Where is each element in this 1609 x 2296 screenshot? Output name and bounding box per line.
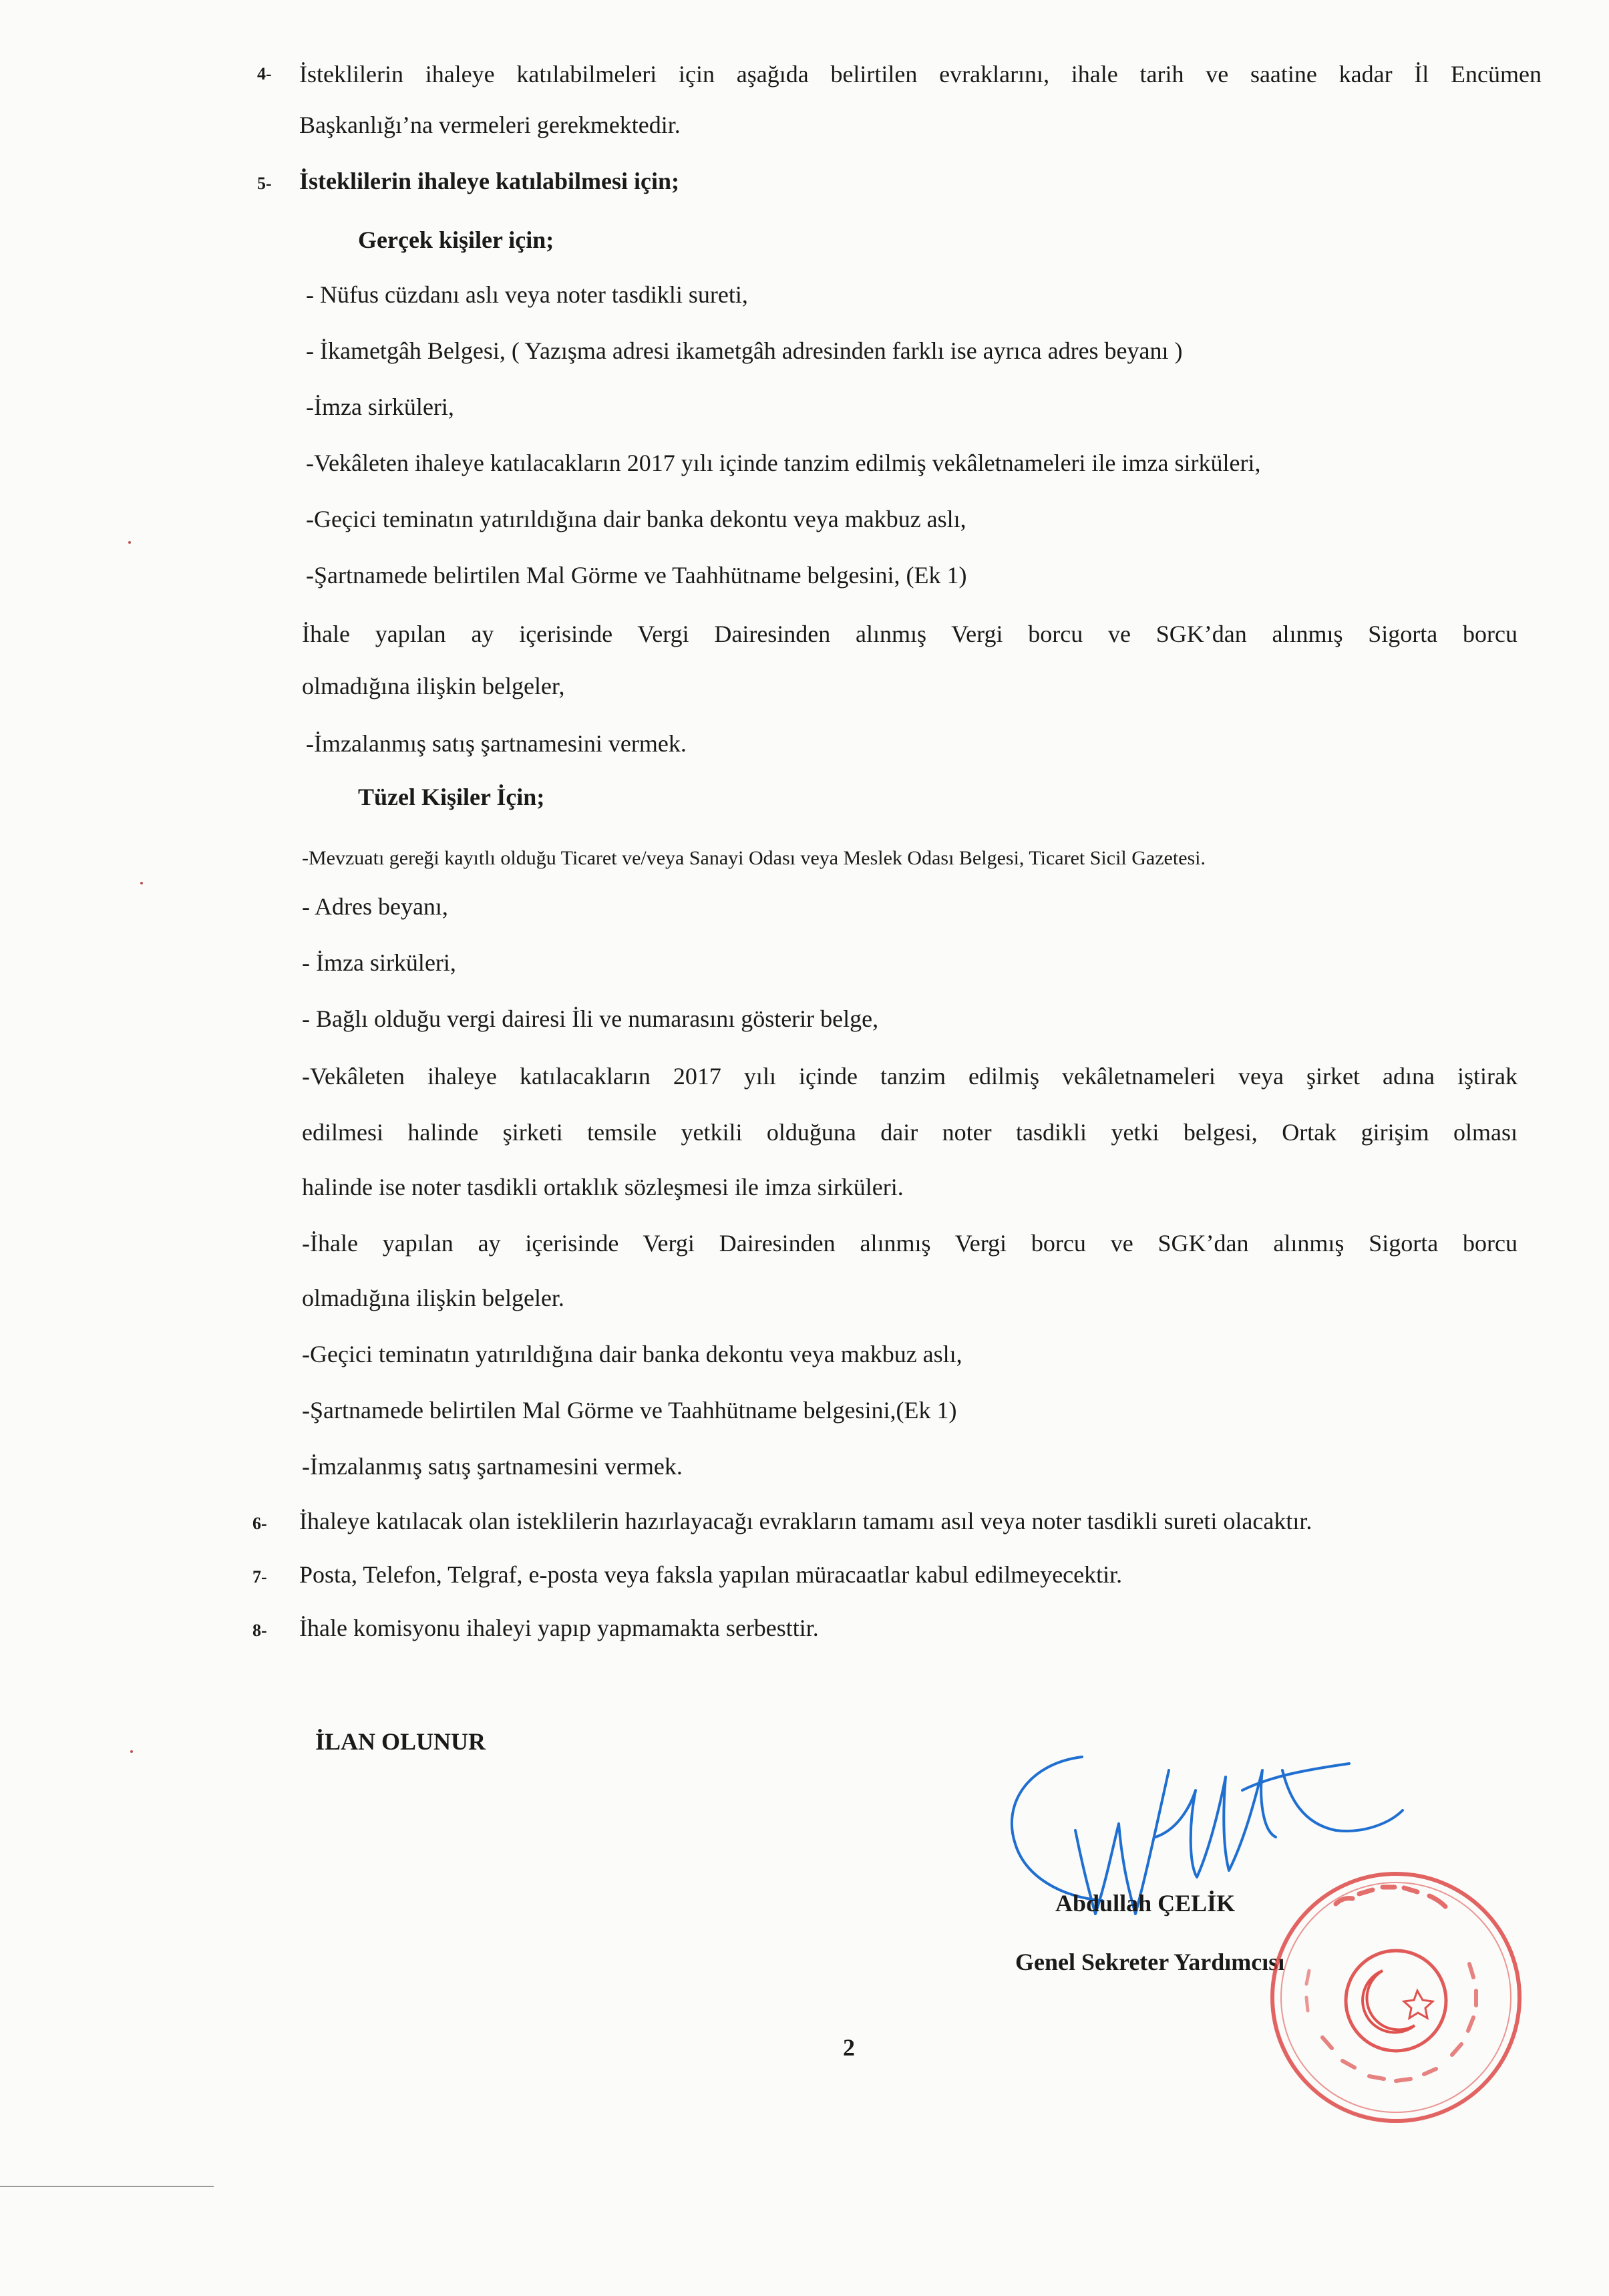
legal-persons-line: -İmzalanmış satış şartnamesini vermek. xyxy=(302,1453,683,1480)
real-persons-line: - Nüfus cüzdanı aslı veya noter tasdikli sureti, xyxy=(306,281,748,308)
scan-speck xyxy=(140,882,143,884)
item-5-heading: İsteklilerin ihaleye katılabilmesi için; xyxy=(299,168,679,194)
item-number-5: 5- xyxy=(257,174,272,193)
legal-persons-line: halinde ise noter tasdikli ortaklık sözleşmesi ile imza sirküleri. xyxy=(302,1174,904,1200)
legal-persons-line: olmadığına ilişkin belgeler. xyxy=(302,1285,564,1311)
real-persons-heading: Gerçek kişiler için; xyxy=(358,226,554,253)
signatory-name: Abdullah ÇELİK xyxy=(1055,1890,1236,1917)
item-8-text: İhale komisyonu ihaleyi yapıp yapmamakta serbesttir. xyxy=(299,1615,819,1641)
scan-speck xyxy=(128,541,131,544)
legal-persons-line: -İhale yapılan ay içerisinde Vergi Dairesinden alınmış Vergi borcu ve SGK’dan alınmış Sigorta borcu xyxy=(302,1230,1517,1257)
legal-persons-line: -Mevzuatı gereği kayıtlı olduğu Ticaret ve/veya Sanayi Odası veya Meslek Odası Belgesi, Ticaret Sicil Gazetesi. xyxy=(302,847,1206,869)
real-persons-line: - İkametgâh Belgesi, ( Yazışma adresi ikametgâh adresinden farklı ise ayrıca adres beyanı ) xyxy=(306,337,1183,364)
real-persons-line: -İmza sirküleri, xyxy=(306,393,454,420)
legal-persons-line: - Bağlı olduğu vergi dairesi İli ve numarasını gösterir belge, xyxy=(302,1005,879,1032)
item-7-text: Posta, Telefon, Telgraf, e-posta veya faksla yapılan müracaatlar kabul edilmeyecektir. xyxy=(299,1561,1123,1588)
real-persons-line: -Geçici teminatın yatırıldığına dair banka dekontu veya makbuz aslı, xyxy=(306,506,966,532)
announcement: İLAN OLUNUR xyxy=(315,1728,486,1755)
item-4-line-2: Başkanlığı’na vermeleri gerekmektedir. xyxy=(299,112,681,138)
official-seal xyxy=(1249,1850,1543,2144)
page-number: 2 xyxy=(843,2034,855,2061)
item-6-text: İhaleye katılacak olan isteklilerin hazırlayacağı evrakların tamamı asıl veya noter tasdikli sureti olacaktır. xyxy=(299,1508,1312,1534)
real-persons-line: -Vekâleten ihaleye katılacakların 2017 yılı içinde tanzim edilmiş vekâletnameleri ile imza sirküleri, xyxy=(306,450,1261,476)
real-persons-line: İhale yapılan ay içerisinde Vergi Dairesinden alınmış Vergi borcu ve SGK’dan alınmış Sigorta borcu xyxy=(302,621,1517,647)
legal-persons-line: edilmesi halinde şirketi temsile yetkili olduğuna dair noter tasdikli yetki belgesi, Ortak girişim olması xyxy=(302,1119,1517,1146)
real-persons-line: -İmzalanmış satış şartnamesini vermek. xyxy=(306,730,687,757)
legal-persons-line: - İmza sirküleri, xyxy=(302,949,456,976)
item-4-line-1: İsteklilerin ihaleye katılabilmeleri için aşağıda belirtilen evraklarını, ihale tarih ve saatine kadar İl Encümen xyxy=(299,61,1542,88)
signatory-title: Genel Sekreter Yardımcısı xyxy=(1015,1949,1285,1975)
legal-persons-heading: Tüzel Kişiler İçin; xyxy=(358,784,545,810)
item-number-6: 6- xyxy=(252,1514,267,1533)
scan-speck xyxy=(130,1750,133,1753)
legal-persons-line: -Vekâleten ihaleye katılacakların 2017 yılı içinde tanzim edilmiş vekâletnameleri veya şirket adına iştirak xyxy=(302,1063,1517,1090)
legal-persons-line: -Şartnamede belirtilen Mal Görme ve Taahhütname belgesini,(Ek 1) xyxy=(302,1397,957,1424)
item-number-8: 8- xyxy=(252,1621,267,1640)
scan-margin-line xyxy=(0,2186,214,2187)
real-persons-line: olmadığına ilişkin belgeler, xyxy=(302,673,565,699)
real-persons-line: -Şartnamede belirtilen Mal Görme ve Taahhütname belgesini, (Ek 1) xyxy=(306,562,967,589)
item-number-4: 4- xyxy=(257,64,272,84)
item-number-7: 7- xyxy=(252,1567,267,1587)
legal-persons-line: - Adres beyanı, xyxy=(302,893,448,920)
legal-persons-line: -Geçici teminatın yatırıldığına dair banka dekontu veya makbuz aslı, xyxy=(302,1341,962,1367)
